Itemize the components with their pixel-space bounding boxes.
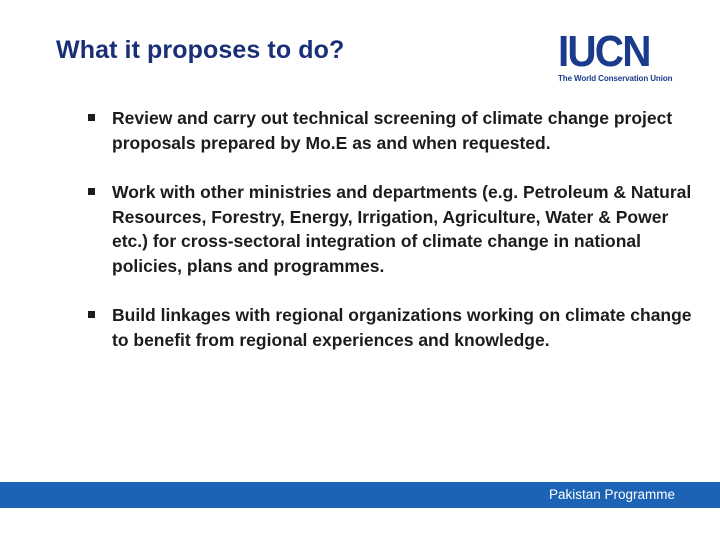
bullet-text: Work with other ministries and departments (e.g. Petroleum & Natural Resources, Forestry, Energy, Irrigation, Agriculture, Water & Power etc.) for cross-sectoral integration of climate change in national policies, plans and programmes.	[112, 182, 692, 276]
footer-label: Pakistan Programme	[548, 487, 675, 502]
logo-subtitle: The World Conservation Union	[558, 74, 673, 83]
iucn-logo	[558, 27, 678, 84]
logo-mark: IUCN	[558, 27, 650, 76]
square-bullet-icon	[88, 311, 95, 318]
footer-bar	[0, 482, 720, 508]
bullet-item	[86, 106, 696, 155]
square-bullet-icon	[88, 188, 95, 195]
square-bullet-icon	[88, 114, 95, 121]
bullet-item	[86, 180, 696, 278]
slide-title: What it proposes to do?	[56, 36, 345, 64]
bullet-text: Build linkages with regional organizations working on climate change to benefit from regional experiences and knowledge.	[112, 305, 692, 350]
bullet-item	[86, 303, 696, 352]
bullet-list	[86, 106, 696, 352]
bullet-text: Review and carry out technical screening of climate change project proposals prepared by Mo.E as and when requested.	[112, 108, 673, 153]
